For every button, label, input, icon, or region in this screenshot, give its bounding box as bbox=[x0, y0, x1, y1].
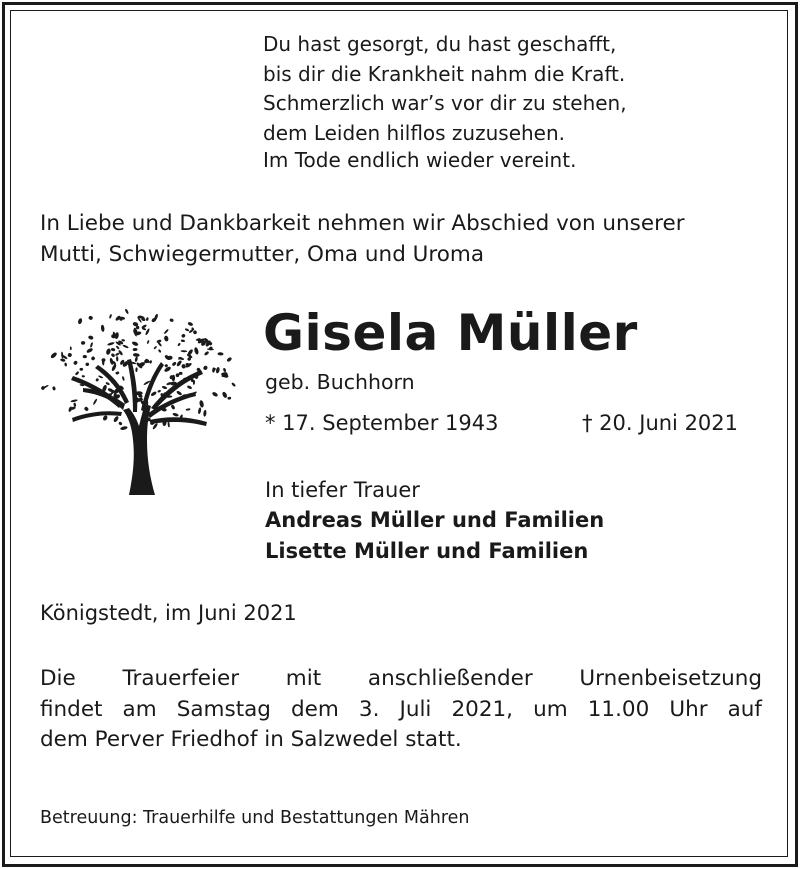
maiden-name: geb. Buchhorn bbox=[265, 370, 415, 394]
poem-line: Schmerzlich war’s vor dir zu stehen, bbox=[263, 91, 627, 115]
poem bbox=[263, 30, 627, 148]
poem-line: dem Leiden hilflos zuzusehen. bbox=[263, 120, 566, 145]
funeral-line: Die Trauerfeier mit anschließender Urnenbeisetzung bbox=[40, 666, 762, 691]
mourner-family: Andreas Müller und Familien bbox=[265, 508, 605, 532]
mourner-family: Lisette Müller und Familien bbox=[265, 539, 589, 563]
deceased-name: Gisela Müller bbox=[263, 304, 638, 362]
place-date: Königstedt, im Juni 2021 bbox=[40, 601, 297, 625]
intro-line: Mutti, Schwiegermutter, Oma und Uroma bbox=[40, 242, 485, 267]
funeral-notice bbox=[40, 664, 762, 756]
funeral-care-credit: Betreuung: Trauerhilfe und Bestattungen Mähren bbox=[40, 808, 470, 828]
mourning-heading: In tiefer Trauer bbox=[265, 478, 420, 502]
funeral-line: findet am Samstag dem 3. Juli 2021, um 11.00 Uhr auf bbox=[40, 696, 762, 722]
death-date: † 20. Juni 2021 bbox=[582, 411, 739, 435]
birth-date: * 17. September 1943 bbox=[265, 411, 499, 435]
intro-line: In Liebe und Dankbarkeit nehmen wir Abschied von unserer bbox=[40, 211, 685, 236]
funeral-line: dem Perver Friedhof in Salzwedel statt. bbox=[40, 727, 462, 752]
poem-closing: Im Tode endlich wieder vereint. bbox=[263, 148, 577, 172]
intro-text bbox=[40, 208, 685, 270]
poem-line: Du hast gesorgt, du hast geschafft, bbox=[263, 32, 617, 56]
mourner-families bbox=[265, 505, 604, 567]
tree-icon bbox=[33, 300, 245, 498]
poem-line: bis dir die Krankheit nahm die Kraft. bbox=[263, 61, 626, 86]
